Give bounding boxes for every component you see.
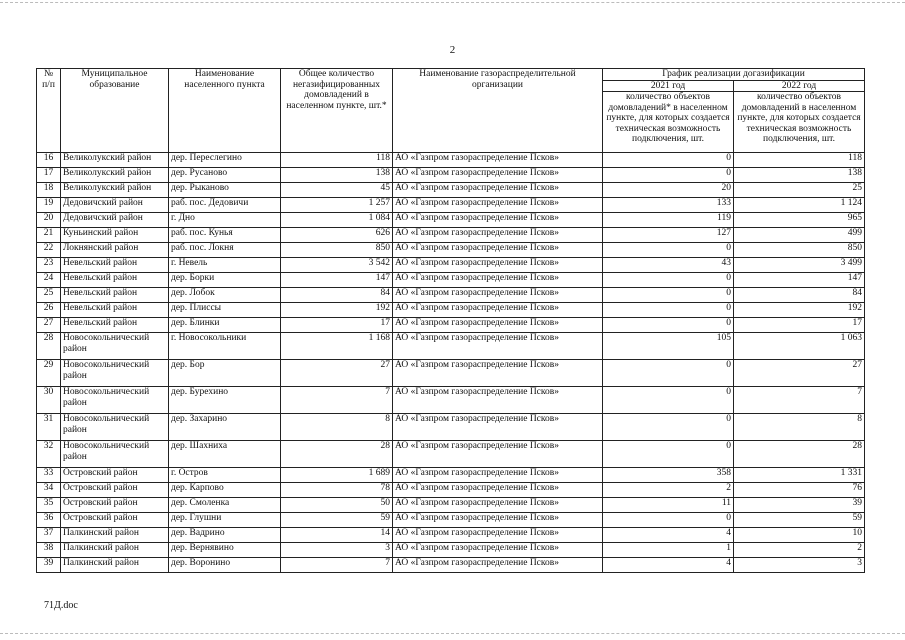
row-number: 29 [37, 360, 61, 387]
row-settlement: дер. Блинки [169, 318, 281, 333]
row-org: АО «Газпром газораспределение Псков» [393, 228, 603, 243]
row-org: АО «Газпром газораспределение Псков» [393, 258, 603, 273]
row-settlement: раб. пос. Локня [169, 243, 281, 258]
table-row [37, 183, 865, 198]
row-municipality: Великолукский район [61, 168, 169, 183]
row-number: 23 [37, 258, 61, 273]
table-row [37, 543, 865, 558]
table-row [37, 228, 865, 243]
col-header-org: Наименование газораспределительной организации [393, 69, 603, 153]
row-org: АО «Газпром газораспределение Псков» [393, 183, 603, 198]
row-total: 84 [281, 288, 393, 303]
row-2021: 133 [603, 198, 734, 213]
row-2022: 39 [734, 498, 865, 513]
row-org: АО «Газпром газораспределение Псков» [393, 243, 603, 258]
col-header-municipality: Муниципальное образование [61, 69, 169, 153]
row-2022: 147 [734, 273, 865, 288]
row-municipality: Великолукский район [61, 183, 169, 198]
row-org: АО «Газпром газораспределение Псков» [393, 387, 603, 414]
row-number: 28 [37, 333, 61, 360]
row-2022: 1 063 [734, 333, 865, 360]
row-org: АО «Газпром газораспределение Псков» [393, 318, 603, 333]
bottom-scan-edge [0, 633, 905, 634]
row-total: 138 [281, 168, 393, 183]
row-settlement: дер. Плиссы [169, 303, 281, 318]
row-municipality: Невельский район [61, 288, 169, 303]
row-org: АО «Газпром газораспределение Псков» [393, 333, 603, 360]
col-header-year-2022: 2022 год [734, 80, 865, 92]
row-2021: 0 [603, 360, 734, 387]
row-municipality: Дедовичский район [61, 198, 169, 213]
row-municipality: Невельский район [61, 318, 169, 333]
row-settlement: дер. Бор [169, 360, 281, 387]
row-org: АО «Газпром газораспределение Псков» [393, 153, 603, 168]
row-settlement: г. Новосокольники [169, 333, 281, 360]
row-org: АО «Газпром газораспределение Псков» [393, 213, 603, 228]
row-number: 18 [37, 183, 61, 198]
row-municipality: Палкинский район [61, 528, 169, 543]
row-2022: 1 124 [734, 198, 865, 213]
row-settlement: дер. Лобок [169, 288, 281, 303]
row-2021: 11 [603, 498, 734, 513]
table-row [37, 273, 865, 288]
row-municipality: Великолукский район [61, 153, 169, 168]
row-settlement: раб. пос. Дедовичи [169, 198, 281, 213]
row-municipality: Новосокольнический район [61, 441, 169, 468]
row-settlement: г. Остров [169, 468, 281, 483]
row-settlement: дер. Шахниха [169, 441, 281, 468]
table-row [37, 387, 865, 414]
table-row [37, 360, 865, 387]
top-scan-edge [0, 2, 905, 3]
col-header-num: № п/п [37, 69, 61, 153]
row-total: 850 [281, 243, 393, 258]
row-municipality: Локнянский район [61, 243, 169, 258]
row-settlement: дер. Рыканово [169, 183, 281, 198]
table-row [37, 288, 865, 303]
row-2022: 28 [734, 441, 865, 468]
row-2021: 127 [603, 228, 734, 243]
row-number: 20 [37, 213, 61, 228]
row-municipality: Новосокольнический район [61, 414, 169, 441]
table-row [37, 468, 865, 483]
row-org: АО «Газпром газораспределение Псков» [393, 498, 603, 513]
table-row [37, 153, 865, 168]
row-number: 31 [37, 414, 61, 441]
row-2021: 1 [603, 543, 734, 558]
row-total: 147 [281, 273, 393, 288]
row-total: 1 084 [281, 213, 393, 228]
row-2021: 43 [603, 258, 734, 273]
table-row [37, 303, 865, 318]
row-total: 1 168 [281, 333, 393, 360]
row-total: 1 689 [281, 468, 393, 483]
row-2022: 8 [734, 414, 865, 441]
row-org: АО «Газпром газораспределение Псков» [393, 483, 603, 498]
row-number: 36 [37, 513, 61, 528]
row-2021: 105 [603, 333, 734, 360]
table-row [37, 498, 865, 513]
table-row [37, 483, 865, 498]
page-number: 2 [449, 44, 456, 56]
row-municipality: Невельский район [61, 258, 169, 273]
row-number: 33 [37, 468, 61, 483]
row-total: 59 [281, 513, 393, 528]
row-municipality: Куньинский район [61, 228, 169, 243]
row-settlement: дер. Смоленка [169, 498, 281, 513]
row-2021: 358 [603, 468, 734, 483]
gasification-table [36, 68, 865, 573]
row-number: 30 [37, 387, 61, 414]
row-2022: 25 [734, 183, 865, 198]
row-2021: 0 [603, 273, 734, 288]
row-municipality: Островский район [61, 483, 169, 498]
row-settlement: дер. Глушни [169, 513, 281, 528]
row-settlement: дер. Вадрино [169, 528, 281, 543]
row-settlement: дер. Борки [169, 273, 281, 288]
row-settlement: дер. Бурехино [169, 387, 281, 414]
row-2021: 0 [603, 387, 734, 414]
row-2021: 0 [603, 153, 734, 168]
row-2022: 84 [734, 288, 865, 303]
row-settlement: г. Дно [169, 213, 281, 228]
row-org: АО «Газпром газораспределение Псков» [393, 528, 603, 543]
row-2021: 119 [603, 213, 734, 228]
row-number: 38 [37, 543, 61, 558]
row-total: 17 [281, 318, 393, 333]
row-total: 78 [281, 483, 393, 498]
row-2022: 192 [734, 303, 865, 318]
row-number: 35 [37, 498, 61, 513]
table-body [37, 153, 865, 573]
row-total: 192 [281, 303, 393, 318]
row-2022: 76 [734, 483, 865, 498]
row-number: 24 [37, 273, 61, 288]
row-total: 1 257 [281, 198, 393, 213]
row-2021: 0 [603, 318, 734, 333]
footer-filename: 71Д.doc [44, 600, 78, 611]
row-municipality: Невельский район [61, 303, 169, 318]
row-number: 25 [37, 288, 61, 303]
row-settlement: дер. Воронино [169, 558, 281, 573]
table-row [37, 258, 865, 273]
row-settlement: раб. пос. Кунья [169, 228, 281, 243]
row-municipality: Новосокольнический район [61, 333, 169, 360]
row-2021: 2 [603, 483, 734, 498]
row-number: 34 [37, 483, 61, 498]
row-org: АО «Газпром газораспределение Псков» [393, 558, 603, 573]
col-header-schedule: График реализации догазификации [603, 69, 865, 81]
row-2021: 0 [603, 441, 734, 468]
row-2022: 499 [734, 228, 865, 243]
col-header-total: Общее количество негазифицированных домовладений в населенном пункте, шт.* [281, 69, 393, 153]
table-row [37, 318, 865, 333]
row-org: АО «Газпром газораспределение Псков» [393, 198, 603, 213]
row-2022: 7 [734, 387, 865, 414]
row-settlement: дер. Вернявино [169, 543, 281, 558]
col-header-2022-desc: количество объектов домовладений в населенном пункте, для которых создается техническая возможность подключения, шт. [734, 92, 865, 153]
row-settlement: г. Невель [169, 258, 281, 273]
row-total: 626 [281, 228, 393, 243]
col-header-settlement: Наименование населенного пункта [169, 69, 281, 153]
row-municipality: Новосокольнический район [61, 387, 169, 414]
row-total: 7 [281, 558, 393, 573]
row-settlement: дер. Захарино [169, 414, 281, 441]
header-row-1 [37, 69, 865, 81]
row-municipality: Палкинский район [61, 543, 169, 558]
row-2022: 138 [734, 168, 865, 183]
row-org: АО «Газпром газораспределение Псков» [393, 303, 603, 318]
table-row [37, 333, 865, 360]
row-municipality: Новосокольнический район [61, 360, 169, 387]
table-row [37, 213, 865, 228]
row-2022: 10 [734, 528, 865, 543]
table-row [37, 441, 865, 468]
row-total: 8 [281, 414, 393, 441]
row-org: АО «Газпром газораспределение Псков» [393, 168, 603, 183]
row-2022: 965 [734, 213, 865, 228]
row-org: АО «Газпром газораспределение Псков» [393, 513, 603, 528]
row-org: АО «Газпром газораспределение Псков» [393, 273, 603, 288]
row-settlement: дер. Русаново [169, 168, 281, 183]
table-row [37, 558, 865, 573]
row-org: АО «Газпром газораспределение Псков» [393, 360, 603, 387]
table-row [37, 528, 865, 543]
row-org: АО «Газпром газораспределение Псков» [393, 543, 603, 558]
row-2021: 0 [603, 414, 734, 441]
row-number: 19 [37, 198, 61, 213]
row-total: 118 [281, 153, 393, 168]
row-2022: 27 [734, 360, 865, 387]
row-2021: 0 [603, 288, 734, 303]
row-2021: 0 [603, 513, 734, 528]
row-number: 22 [37, 243, 61, 258]
table-row [37, 168, 865, 183]
col-header-year-2021: 2021 год [603, 80, 734, 92]
row-2022: 118 [734, 153, 865, 168]
row-total: 3 [281, 543, 393, 558]
row-2021: 4 [603, 528, 734, 543]
row-number: 32 [37, 441, 61, 468]
row-settlement: дер. Переслегино [169, 153, 281, 168]
table-row [37, 414, 865, 441]
row-2021: 20 [603, 183, 734, 198]
row-total: 7 [281, 387, 393, 414]
row-municipality: Островский район [61, 513, 169, 528]
row-total: 50 [281, 498, 393, 513]
row-total: 3 542 [281, 258, 393, 273]
row-org: АО «Газпром газораспределение Псков» [393, 441, 603, 468]
table-row [37, 198, 865, 213]
row-org: АО «Газпром газораспределение Псков» [393, 468, 603, 483]
row-2022: 3 499 [734, 258, 865, 273]
row-municipality: Палкинский район [61, 558, 169, 573]
row-total: 27 [281, 360, 393, 387]
row-total: 14 [281, 528, 393, 543]
row-2021: 0 [603, 168, 734, 183]
row-total: 28 [281, 441, 393, 468]
row-number: 16 [37, 153, 61, 168]
row-number: 37 [37, 528, 61, 543]
row-municipality: Невельский район [61, 273, 169, 288]
row-2021: 0 [603, 243, 734, 258]
row-municipality: Островский район [61, 498, 169, 513]
row-number: 26 [37, 303, 61, 318]
row-total: 45 [281, 183, 393, 198]
row-org: АО «Газпром газораспределение Псков» [393, 414, 603, 441]
row-settlement: дер. Карпово [169, 483, 281, 498]
table-row [37, 513, 865, 528]
table-row [37, 243, 865, 258]
row-2022: 2 [734, 543, 865, 558]
row-number: 27 [37, 318, 61, 333]
row-municipality: Островский район [61, 468, 169, 483]
col-header-2021-desc: количество объектов домовладений* в населенном пункте, для которых создается техническая возможность подключения, шт. [603, 92, 734, 153]
row-2022: 3 [734, 558, 865, 573]
row-org: АО «Газпром газораспределение Псков» [393, 288, 603, 303]
row-municipality: Дедовичский район [61, 213, 169, 228]
row-number: 17 [37, 168, 61, 183]
row-2022: 59 [734, 513, 865, 528]
row-2022: 17 [734, 318, 865, 333]
row-number: 39 [37, 558, 61, 573]
row-2021: 4 [603, 558, 734, 573]
row-2021: 0 [603, 303, 734, 318]
row-2022: 1 331 [734, 468, 865, 483]
row-2022: 850 [734, 243, 865, 258]
row-number: 21 [37, 228, 61, 243]
